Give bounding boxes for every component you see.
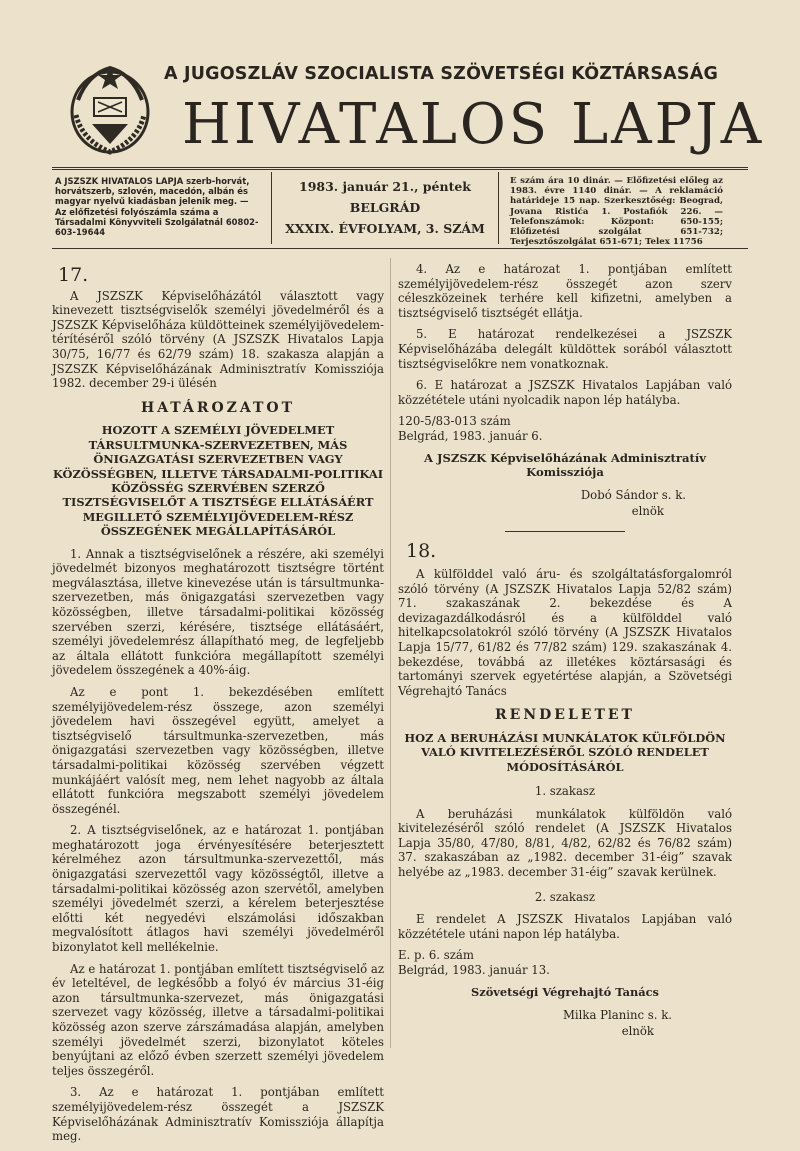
header-rule-bottom [52, 248, 748, 249]
header-rule-top [52, 167, 748, 168]
issue-date: 1983. január 21., péntek [299, 179, 471, 194]
issuing-body: Szövetségi Végrehajtó Tanács [471, 984, 659, 999]
masthead-subtitle: A JUGOSZLÁV SZOCIALISTA SZÖVETSÉGI KÖZTÁRSASÁG [164, 64, 719, 84]
section-divider [505, 531, 625, 532]
issue-place: BELGRÁD [349, 200, 421, 215]
paragraph: 4. Az e határozat 1. pontjában említett személyijövedelem-rész összegét azon szerv céleszközeinek terhére kell kifizetni, amelyben a tisztségviselő tisztségét ellátja. [398, 262, 732, 320]
reference-number: 120-5/83-013 szám [398, 414, 511, 429]
signatory-title: elnök [631, 504, 664, 519]
section-label: 2. szakasz [534, 889, 596, 904]
masthead-title: HIVATALOS LAPJA [182, 92, 765, 157]
act-subheading: HOZ A BERUHÁZÁSI MUNKÁLATOK KÜLFÖLDÖN VALÓ KIVITELEZÉSÉRŐL SZÓLÓ RENDELET MÓDOSÍTÁSÁRÓL [404, 730, 726, 774]
price-and-contact: E szám ára 10 dinár. — Előfizetési előleg az 1983. évre 1140 dinár. — A reklamáció határideje 15 nap. Szerkesztőség: Beograd, Jovana Ristića 1. Postafiók 226. — Telefonszámok: Központ: 650-155; Előfizetési szolgálat 651-732; Terjesztőszolgálat 651-671; Telex 11756 [510, 176, 723, 248]
left-column [52, 262, 384, 1151]
reference-number: E. p. 6. szám [398, 948, 474, 963]
paragraph: 5. E határozat rendelkezései a JSZSZK Képviselőházába delegált küldöttek sorából választott tisztségviselőkre nem vonatkoznak. [398, 327, 732, 371]
act-heading: HATÁROZATOT [140, 399, 296, 416]
info-separator [498, 172, 499, 244]
paragraph: 6. E határozat a JSZSZK Hivatalos Lapjában való közzététele utáni nyolcadik napon lép hatályba. [398, 378, 732, 407]
issue-place-date: Belgrád, 1983. január 6. [398, 428, 543, 443]
section-label: 1. szakasz [534, 784, 596, 799]
publication-note: A JSZSZK HIVATALOS LAPJA szerb-horvát, horvátszerb, szlovén, macedón, albán és magyar nyelvű kiadásban jelenik meg. — Az előfizetési folyószámla száma a Társadalmi Könyvviteli Szolgálatnál 60802-603-19644 [55, 176, 259, 238]
signatory-name: Milka Planinc s. k. [562, 1008, 672, 1023]
paragraph: 1. Annak a tisztségviselőnek a részére, aki személyi jövedelmét bizonyos meghatározott tisztségre történt megválasztása, illetve kinevezése után is társultmunka-szervezetben, más önigazgatási szervezetben vagy közösségben, illetve társadalmi-politikai közösség szervében szerzi, kérésére, tisztsége ellátásáért, személyi jövedelemrész állapítható meg, de legfeljebb az általa ellátott funkcióra megállapított személyi jövedelem összegének a 40%-áig. [52, 546, 384, 678]
paragraph: 3. Az e határozat 1. pontjában említett személyijövedelem-rész összegét a JSZSZK Képviselőházának Adminisztratív Komissziója állapítja meg. [52, 1085, 384, 1144]
issue-volume: XXXIX. ÉVFOLYAM, 3. SZÁM [285, 221, 485, 236]
header-rule-top-double [52, 169, 748, 170]
paragraph: Az e határozat 1. pontjában említett tisztségviselő az év leteltével, de legkésőbb a folyó év március 31-éig azon társultmunka-szervezet, más önigazgatási szervezet vagy közösség, illetve a társadalmi-politikai közösség azon szerve zárszámadása alapján, amelyben személyi jövedelmét szerzi, bizonylatot köteles benyújtani az előző évben szerzett személyi jövedelem teljes összegéről. [52, 961, 384, 1078]
issuing-body: A JSZSZK Képviselőházának Adminisztratív Komissziója [423, 450, 707, 479]
masthead [66, 58, 765, 168]
issue-place-date: Belgrád, 1983. január 13. [398, 963, 550, 978]
act-number: 18. [406, 540, 437, 563]
state-emblem-icon [68, 60, 152, 156]
right-column [398, 262, 732, 1045]
issue-info [285, 176, 485, 239]
signatory-title: elnök [621, 1024, 654, 1039]
act-intro: A JSZSZK Képviselőházától választott vagy kinevezett tisztségviselők személyi jövedelméről és a JSZSZK Képviselőháza küldötteinek személyijövedelem-térítéséről szóló törvény (A JSZSZK Hivatalos Lapja 30/75, 16/77 és 62/79 szám) 18. szakasza alapján a JSZSZK Képviselőházának Adminisztratív Komissziója 1982. december 29-i ülésén [52, 288, 384, 391]
act-heading: RENDELETET [495, 707, 635, 724]
paragraph: A beruházási munkálatok külföldön való kivitelezéséről szóló rendelet (A JSZSZK Hivatalos Lapja 35/80, 47/80, 8/81, 4/82, 62/82 és 76/82 szám) 37. szakaszában az „1982. december 31-éig” szavak helyébe az „1983. december 31-éig” szavak kerülnek. [398, 806, 732, 880]
paragraph: E rendelet A JSZSZK Hivatalos Lapjában való közzététele utáni napon lép hatályba. [398, 912, 732, 941]
paragraph: Az e pont 1. bekezdésében említett személyijövedelem-rész összege, azon személyi jövedelem havi összegével együtt, amelyet a tisztségviselő társultmunka-szervezetben, más önigazgatási szervezetben vagy közösségben, illetve társadalmi-politikai közösség szervében végzett munkájáért valósít meg, nem lehet nagyobb az általa ellátott funkcióra megszabott személyi jövedelem összegénél. [52, 684, 384, 816]
act-intro: A külfölddel való áru- és szolgáltatásforgalomról szóló törvény (A JSZSZK Hivatalos Lapja 52/82 szám) 71. szakaszának 2. bekezdése és A devizagazdálkodásról és a külfölddel való hitelkapcsolatokról szóló törvény (A JSZSZK Hivatalos Lapja 15/77, 61/82 és 77/82 szám) 129. szakaszának 4. bekezdése, továbbá az illetékes köztársasági és tartományi szervek egyetértése alapján, a Szövetségi Végrehajtó Tanács [398, 566, 732, 698]
act-subheading: HOZOTT A SZEMÉLYI JÖVEDELMET TÁRSULTMUNKA-SZERVEZETBEN, MÁS ÖNIGAZGATÁSI SZERVEZETBEN VAGY KÖZÖSSÉGBEN, ILLETVE TÁRSADALMI-POLITIKAI KÖZÖSSÉG SZERVÉBEN SZERZŐ TISZTSÉGVISELŐT A TISZTSÉGE ELLÁTÁSÁÉRT MEGILLETŐ SZEMÉLYIJÖVEDELEM-RÉSZ ÖSSZEGÉNEK MEGÁLLAPÍTÁSÁRÓL [52, 423, 384, 539]
column-divider [390, 258, 391, 1048]
signatory-name: Dobó Sándor s. k. [580, 488, 686, 503]
act-number: 17. [58, 264, 89, 286]
info-separator [271, 172, 272, 244]
paragraph: 2. A tisztségviselőnek, az e határozat 1. pontjában meghatározott joga érvényesítésére beterjesztett kérelméhez azon társultmunka-szervezettől, más önigazgatási szervezettől vagy közösségtől, illetve a társadalmi-politikai közösség azon szervétől, amelyben személyi jövedelmét szerzi, a kérelem beterjesztése előtti két negyedévi elszámolási időszakban megvalósított átlagos havi személyi jövedelméről bizonylatot kell mellékelnie. [52, 823, 384, 955]
